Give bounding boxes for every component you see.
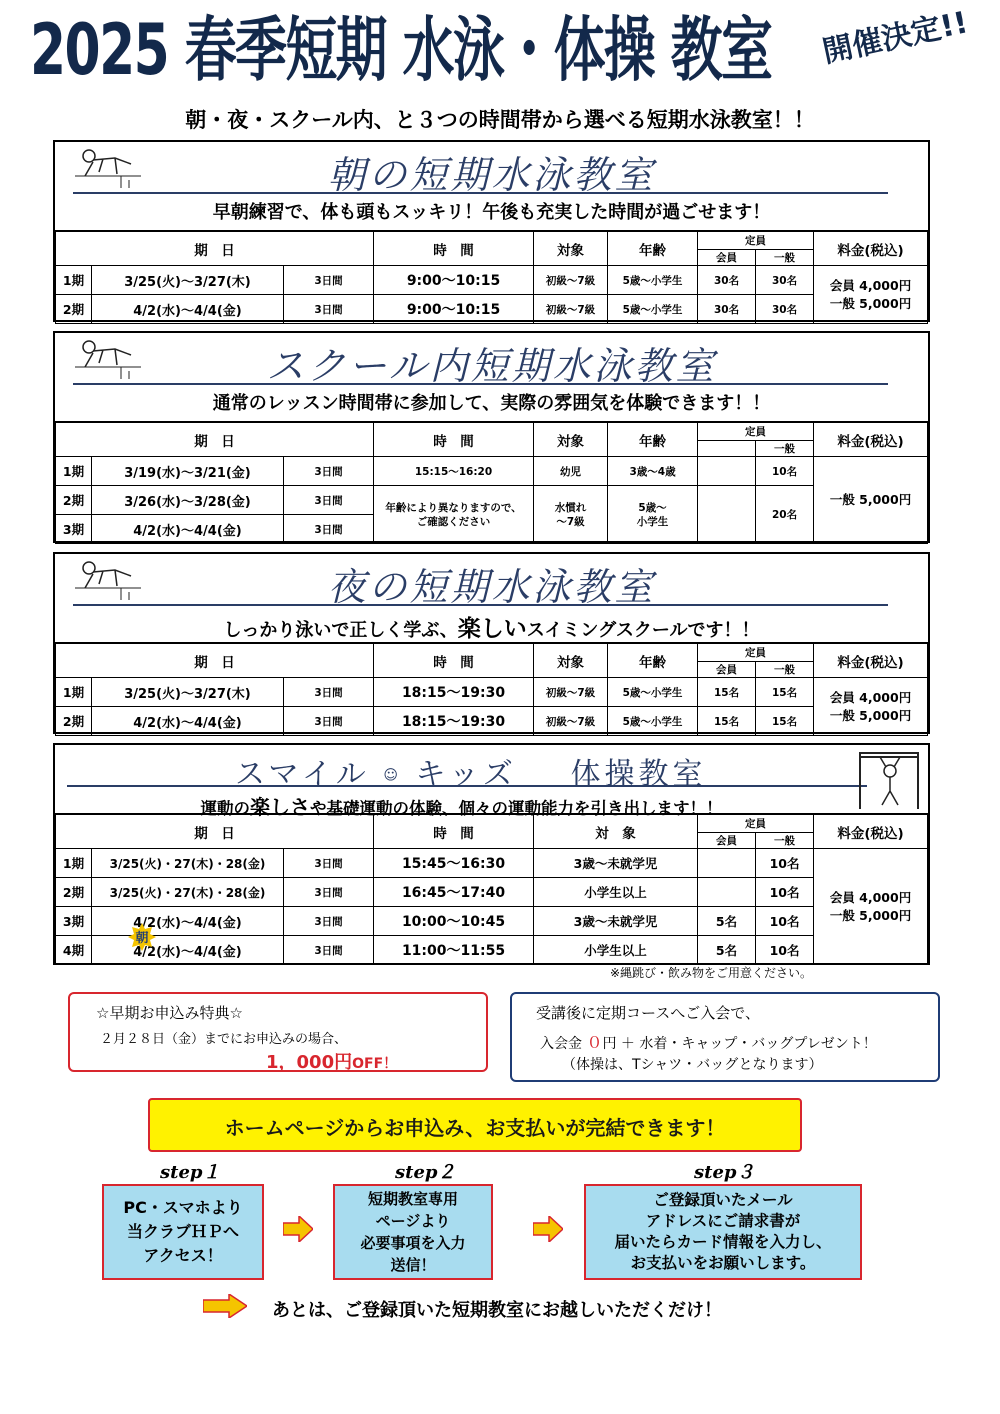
- general-cap: 10名: [756, 457, 814, 486]
- announcement-badge: 開催決定!!: [819, 5, 972, 71]
- member-cap: [698, 878, 756, 907]
- discount-amount: 1，000円: [266, 1052, 353, 1073]
- join-zero: ０: [586, 1033, 603, 1052]
- member-cap: 15名: [698, 678, 756, 707]
- school-title: スクール内短期水泳教室: [266, 344, 717, 388]
- age: 5歳～小学生: [608, 266, 698, 295]
- term: 3期: [56, 907, 92, 936]
- school-tagline: 通常のレッスン時間帯に参加して、実際の雰囲気を体験できます！！: [212, 393, 771, 414]
- time: 9:00～10:15: [374, 266, 534, 295]
- online-banner: [148, 1098, 802, 1152]
- time: 9:00～10:15: [374, 295, 534, 324]
- table-row: [56, 295, 928, 324]
- page-title: 2025 春季短期 水泳・体操 教室: [30, 9, 772, 91]
- term: 1期: [56, 457, 92, 486]
- member-cap: [698, 486, 756, 544]
- target: 初級～7級: [534, 266, 608, 295]
- col-capacity: 定員: [698, 815, 814, 833]
- dates: 3/19(水)～3/21(金): [92, 457, 284, 486]
- dates: 4/2(水)～4/4(金): [92, 907, 284, 936]
- general-cap: 10名: [756, 936, 814, 965]
- days: 3日間: [284, 907, 374, 936]
- member-cap: 30名: [698, 266, 756, 295]
- table-row: [56, 936, 928, 965]
- col-target: 対象: [534, 232, 608, 266]
- step-line: 必要事項を入力: [360, 1234, 466, 1252]
- days: 3日間: [284, 707, 374, 736]
- badge-text: 朝: [135, 931, 149, 946]
- join-part: 円 ＋ 水着・キャップ・バッグプレゼント！: [602, 1036, 877, 1052]
- early-discount: [266, 1048, 397, 1074]
- target: 初級～7級: [534, 678, 608, 707]
- join-line3: （体操は、Tシャツ・バッグとなります）: [562, 1057, 823, 1073]
- arrow-right-icon: [283, 1216, 313, 1242]
- early-title: ☆早期お申込み特典☆: [96, 1004, 243, 1022]
- step3-label: step３: [694, 1162, 755, 1183]
- col-period: 期 日: [56, 815, 374, 849]
- fee-member: 会員 4,000円: [829, 277, 912, 293]
- member-cap: 30名: [698, 295, 756, 324]
- col-fee: 料金(税込): [814, 232, 928, 266]
- tagline-part: 運動の: [200, 799, 250, 818]
- general-cap: 10名: [756, 878, 814, 907]
- gymnast-icon: [856, 749, 922, 811]
- fee-cell: 一般 5,000円: [814, 457, 928, 544]
- smile-icon: ☺: [383, 767, 402, 784]
- general-cap: 10名: [756, 907, 814, 936]
- target: 小学生以上: [534, 878, 698, 907]
- night-table: [55, 643, 928, 736]
- target: 3歳～未就学児: [534, 849, 698, 878]
- col-target: 対象: [534, 644, 608, 678]
- days: 3日間: [284, 678, 374, 707]
- step2-label: step２: [395, 1162, 456, 1183]
- dates: 4/2(水)～4/4(金): [92, 515, 284, 544]
- term: 2期: [56, 295, 92, 324]
- divider: [67, 785, 867, 787]
- tagline-part: や基礎運動の体験、個々の運動能力を引き出します！！: [310, 799, 723, 818]
- tagline-emphasis: 楽しい: [457, 616, 527, 642]
- step-line: 短期教室専用: [367, 1190, 458, 1208]
- dates: 4/2(水)～4/4(金): [92, 295, 284, 324]
- days: 3日間: [284, 266, 374, 295]
- member-cap: 15名: [698, 707, 756, 736]
- days: 3日間: [284, 457, 374, 486]
- early-condition: ２月２８日（金）までにお申込みの場合、: [100, 1032, 348, 1047]
- general-cap: 30名: [756, 295, 814, 324]
- table-row: [56, 878, 928, 907]
- step-line: 送信！: [390, 1256, 436, 1274]
- term: 1期: [56, 266, 92, 295]
- term: 3期: [56, 515, 92, 544]
- days: 3日間: [284, 515, 374, 544]
- table-row: [56, 707, 928, 736]
- join-line2: [540, 1030, 877, 1053]
- term: 2期: [56, 878, 92, 907]
- member-cap: 5名: [698, 907, 756, 936]
- night-tagline: [55, 610, 928, 643]
- morning-badge-icon: [128, 923, 156, 951]
- tagline-emphasis: 楽しさ: [250, 795, 310, 819]
- target: 幼児: [534, 457, 608, 486]
- join-bonus-banner: [510, 992, 940, 1082]
- time: 15:45～16:30: [374, 849, 534, 878]
- general-cap: 20名: [756, 486, 814, 544]
- member-cap: 5名: [698, 936, 756, 965]
- step-line: お支払いをお願いします。: [630, 1254, 816, 1272]
- target: 初級～7級: [534, 295, 608, 324]
- table-row: [56, 907, 928, 936]
- col-period: 期 日: [56, 644, 374, 678]
- target-line: ～7級: [556, 515, 585, 528]
- general-cap: 30名: [756, 266, 814, 295]
- col-target: 対 象: [534, 815, 698, 849]
- days: 3日間: [284, 486, 374, 515]
- term: 4期: [56, 936, 92, 965]
- early-bonus-banner: [68, 992, 488, 1072]
- age: [608, 486, 698, 544]
- step-line: ページより: [375, 1212, 451, 1230]
- night-section: [53, 552, 930, 734]
- morning-section: [53, 140, 930, 322]
- gym-table: [55, 814, 928, 965]
- gym-header: [55, 745, 928, 819]
- fee-cell: [814, 849, 928, 965]
- discount-off: OFF！: [352, 1056, 398, 1072]
- time: 18:15～19:30: [374, 707, 534, 736]
- time: 16:45～17:40: [374, 878, 534, 907]
- arrow-right-icon: [533, 1216, 563, 1242]
- target: 3歳～未就学児: [534, 907, 698, 936]
- col-time: 時 間: [374, 232, 534, 266]
- dates: 3/26(水)～3/28(金): [92, 486, 284, 515]
- step-line: PC・スマホより: [123, 1198, 243, 1217]
- time-note-line: ご確認ください: [416, 515, 491, 528]
- col-fee: 料金(税込): [814, 423, 928, 457]
- morning-table: [55, 231, 928, 324]
- gym-title-part: キッズ: [415, 757, 517, 792]
- col-period: 期 日: [56, 423, 374, 457]
- gym-note: ※縄跳び・飲み物をご用意ください。: [610, 966, 813, 980]
- gym-title-part: 体操教室: [570, 757, 707, 792]
- time: 11:00～11:55: [374, 936, 534, 965]
- target: [534, 486, 608, 544]
- fee-cell: [814, 266, 928, 324]
- step-line: アクセス！: [143, 1246, 223, 1265]
- table-row: [56, 678, 928, 707]
- table-row: [56, 849, 928, 878]
- target-line: 水慣れ: [554, 501, 587, 514]
- col-capacity: 定員: [698, 423, 814, 441]
- dates-cell: [92, 931, 284, 965]
- divider: [73, 604, 888, 606]
- col-general: 一般: [756, 441, 814, 457]
- table-row: [56, 486, 928, 515]
- join-part: 入会金: [540, 1036, 587, 1052]
- school-header: [55, 333, 928, 422]
- col-age: 年齢: [608, 232, 698, 266]
- tagline-part: スイミングスクールです！！: [526, 620, 760, 641]
- col-member: 会員: [698, 833, 756, 849]
- tagline-part: しっかり泳いで正しく学ぶ、: [223, 620, 458, 641]
- dates: 4/2(水)～4/4(金): [133, 944, 242, 960]
- days: 3日間: [284, 849, 374, 878]
- time-note: [374, 486, 534, 544]
- step-line: ご登録頂いたメール: [653, 1191, 793, 1209]
- term: 2期: [56, 486, 92, 515]
- days: 3日間: [284, 878, 374, 907]
- arrow-right-icon: [203, 1294, 247, 1318]
- divider: [73, 192, 888, 194]
- col-member: 会員: [698, 662, 756, 678]
- col-age: 年齢: [608, 423, 698, 457]
- col-capacity: 定員: [698, 644, 814, 662]
- age: 5歳～小学生: [608, 707, 698, 736]
- member-cap: [698, 457, 756, 486]
- step1-box: [102, 1184, 264, 1280]
- step-line: アドレスにご請求書が: [645, 1212, 801, 1230]
- days: 3日間: [284, 295, 374, 324]
- term: 2期: [56, 707, 92, 736]
- fee-cell: [814, 678, 928, 736]
- fee-member: 会員 4,000円: [829, 689, 912, 705]
- col-fee: 料金(税込): [814, 815, 928, 849]
- col-time: 時 間: [374, 423, 534, 457]
- member-cap: [698, 849, 756, 878]
- gym-title-part: スマイル: [235, 757, 370, 792]
- general-cap: 10名: [756, 849, 814, 878]
- night-title: 夜の短期水泳教室: [327, 565, 656, 609]
- age-line: 5歳～: [638, 501, 667, 514]
- general-cap: 15名: [756, 707, 814, 736]
- target: 初級～7級: [534, 707, 608, 736]
- gym-section: [53, 743, 930, 965]
- step3-box: [584, 1184, 862, 1280]
- school-table: [55, 422, 928, 544]
- dates: 4/2(水)～4/4(金): [92, 707, 284, 736]
- dates: 3/25(火)・27(木)・28(金): [92, 849, 284, 878]
- page-subtitle: 朝・夜・スクール内、と３つの時間帯から選べる短期水泳教室！！: [185, 108, 815, 132]
- col-capacity: 定員: [698, 232, 814, 250]
- col-general: 一般: [756, 662, 814, 678]
- morning-tagline: 早朝練習で、体も頭もスッキリ！午後も充実した時間が過ごせます！: [212, 202, 771, 223]
- age: 3歳～4歳: [608, 457, 698, 486]
- time: 18:15～19:30: [374, 678, 534, 707]
- time: 15:15～16:20: [374, 457, 534, 486]
- morning-header: [55, 142, 928, 231]
- col-time: 時 間: [374, 644, 534, 678]
- col-member: 会員: [698, 250, 756, 266]
- fee-general: 一般 5,000円: [829, 907, 912, 923]
- table-row: [56, 457, 928, 486]
- general-cap: 15名: [756, 678, 814, 707]
- days: 3日間: [284, 936, 374, 965]
- col-empty: [698, 441, 756, 457]
- col-general: 一般: [756, 250, 814, 266]
- step-line: 当クラブＨＰへ: [126, 1222, 239, 1241]
- fee-general: 一般 5,000円: [829, 295, 912, 311]
- divider: [73, 383, 888, 385]
- morning-title: 朝の短期水泳教室: [327, 153, 656, 197]
- col-period: 期 日: [56, 232, 374, 266]
- night-header: [55, 554, 928, 643]
- col-age: 年齢: [608, 644, 698, 678]
- term: 1期: [56, 849, 92, 878]
- target: 小学生以上: [534, 936, 698, 965]
- age: 5歳～小学生: [608, 678, 698, 707]
- col-general: 一般: [756, 833, 814, 849]
- dates: 3/25(火)・27(木)・28(金): [92, 878, 284, 907]
- fee-member: 会員 4,000円: [829, 889, 912, 905]
- time: 10:00～10:45: [374, 907, 534, 936]
- step2-box: [333, 1184, 493, 1280]
- col-time: 時 間: [374, 815, 534, 849]
- fee-general: 一般 5,000円: [829, 707, 912, 723]
- dates: 3/25(火)～3/27(木): [92, 266, 284, 295]
- join-line1: 受講後に定期コースへご入会で、: [536, 1004, 760, 1022]
- col-fee: 料金(税込): [814, 644, 928, 678]
- dates: 3/25(火)～3/27(木): [92, 678, 284, 707]
- school-section: [53, 331, 930, 543]
- step-line: 届いたらカード情報を入力し、: [614, 1233, 832, 1251]
- table-row: [56, 266, 928, 295]
- final-message: あとは、ご登録頂いた短期教室にお越しいただくだけ！: [272, 1300, 722, 1321]
- time-note-line: 年齢により異なりますので、: [385, 501, 522, 514]
- gym-tagline: [55, 791, 868, 820]
- age-line: 小学生: [636, 515, 669, 528]
- age: 5歳～小学生: [608, 295, 698, 324]
- term: 1期: [56, 678, 92, 707]
- online-banner-text: ホームページからお申込み、お支払いが完結できます！: [224, 1116, 726, 1140]
- step1-label: step１: [160, 1162, 221, 1183]
- col-target: 対象: [534, 423, 608, 457]
